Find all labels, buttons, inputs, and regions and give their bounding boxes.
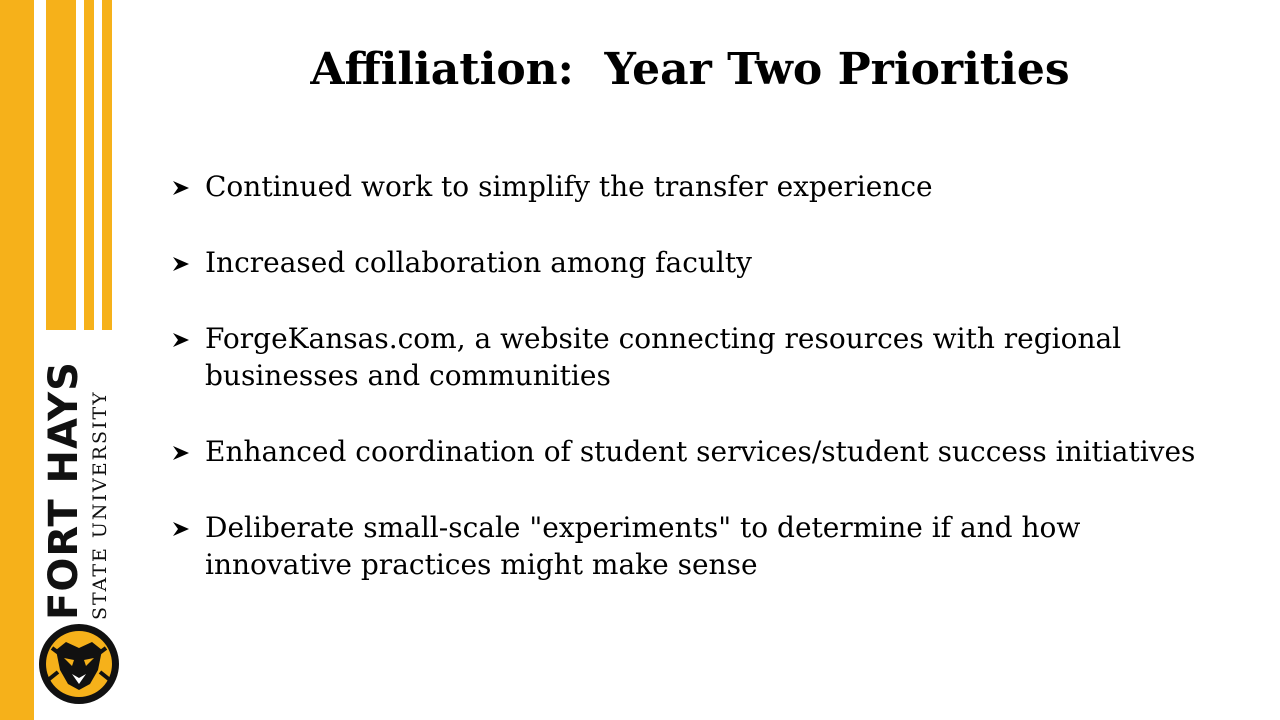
- list-item-text: Increased collaboration among faculty: [205, 246, 752, 279]
- priority-list: [170, 168, 1230, 583]
- tiger-logo-icon: [34, 620, 124, 708]
- list-item-text: Deliberate small-scale "experiments" to determine if and how innovative practices might make sense: [205, 511, 1081, 581]
- list-item: [170, 168, 1230, 205]
- arrow-bullet-icon: [170, 433, 194, 470]
- arrow-bullet-icon: [170, 320, 194, 357]
- arrow-bullet-icon: [170, 509, 194, 546]
- list-item: [170, 509, 1230, 583]
- list-item-text: Continued work to simplify the transfer experience: [205, 170, 933, 203]
- list-item: [170, 244, 1230, 281]
- gold-stripe-wide: [0, 0, 34, 720]
- list-item-text: Enhanced coordination of student services/student success initiatives: [205, 435, 1196, 468]
- list-item-text: ForgeKansas.com, a website connecting resources with regional businesses and communities: [205, 322, 1122, 392]
- arrow-bullet-icon: [170, 244, 194, 281]
- arrow-bullet-icon: [170, 168, 194, 205]
- gold-stripe-medium: [46, 0, 76, 330]
- wordmark-line-1: FORT HAYS: [41, 361, 87, 620]
- slide-title: Affiliation: Year Two Priorities: [310, 44, 1070, 95]
- list-item: [170, 320, 1230, 394]
- list-item: [170, 433, 1230, 470]
- university-wordmark: [41, 355, 114, 620]
- gold-stripe-thin-2: [102, 0, 112, 330]
- wordmark-line-2: STATE UNIVERSITY: [89, 390, 111, 620]
- gold-stripe-thin-1: [84, 0, 94, 330]
